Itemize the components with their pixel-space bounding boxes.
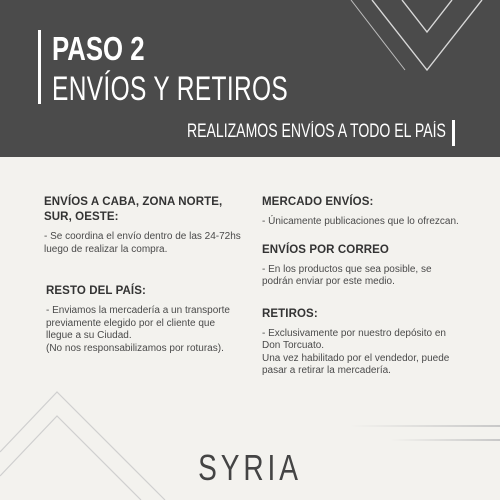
step-title: PASO 2 <box>52 30 145 67</box>
section-body-correo: - En los productos que sea posible, se podrán enviar por este medio. <box>262 263 432 287</box>
section-title-resto: RESTO DEL PAÍS: <box>46 285 146 297</box>
brand-logo: SYRIA <box>198 447 302 488</box>
info-section-resto <box>46 284 244 355</box>
info-section-retiros <box>262 307 462 378</box>
section-title-mercado: MERCADO ENVÍOS: <box>262 196 374 208</box>
left-column <box>44 195 244 355</box>
divider-line <box>350 425 500 427</box>
info-section-correo <box>262 243 462 289</box>
divider-line <box>390 439 500 441</box>
section-title-retiros: RETIROS: <box>262 307 318 320</box>
section-body-mercado: - Únicamente publicaciones que lo ofrezcan. <box>262 216 459 227</box>
right-column <box>262 195 462 378</box>
info-section-mercado <box>262 195 462 229</box>
section-title-correo: ENVÍOS POR CORREO <box>262 243 389 256</box>
info-section-caba <box>44 195 244 256</box>
section-body-caba: - Se coordina el envío dentro de las 24-72hs luego de realizar la compra. <box>44 231 241 255</box>
tagline: REALIZAMOS ENVÍOS A TODO EL PAÍS <box>187 121 446 142</box>
section-subtitle: ENVÍOS Y RETIROS <box>52 70 289 108</box>
section-body-retiros: - Exclusivamente por nuestro depósito en Don Torcuato. Una vez habilitado por el vendedor, puede pasar a retirar la mercadería. <box>262 327 450 376</box>
section-title-caba: ENVÍOS A CABA, ZONA NORTE, SUR, OESTE: <box>44 196 223 223</box>
section-body-resto: - Enviamos la mercadería a un transporte previamente elegido por el cliente que llegue a su Ciudad. (No nos responsabilizamos por roturas). <box>46 305 230 354</box>
